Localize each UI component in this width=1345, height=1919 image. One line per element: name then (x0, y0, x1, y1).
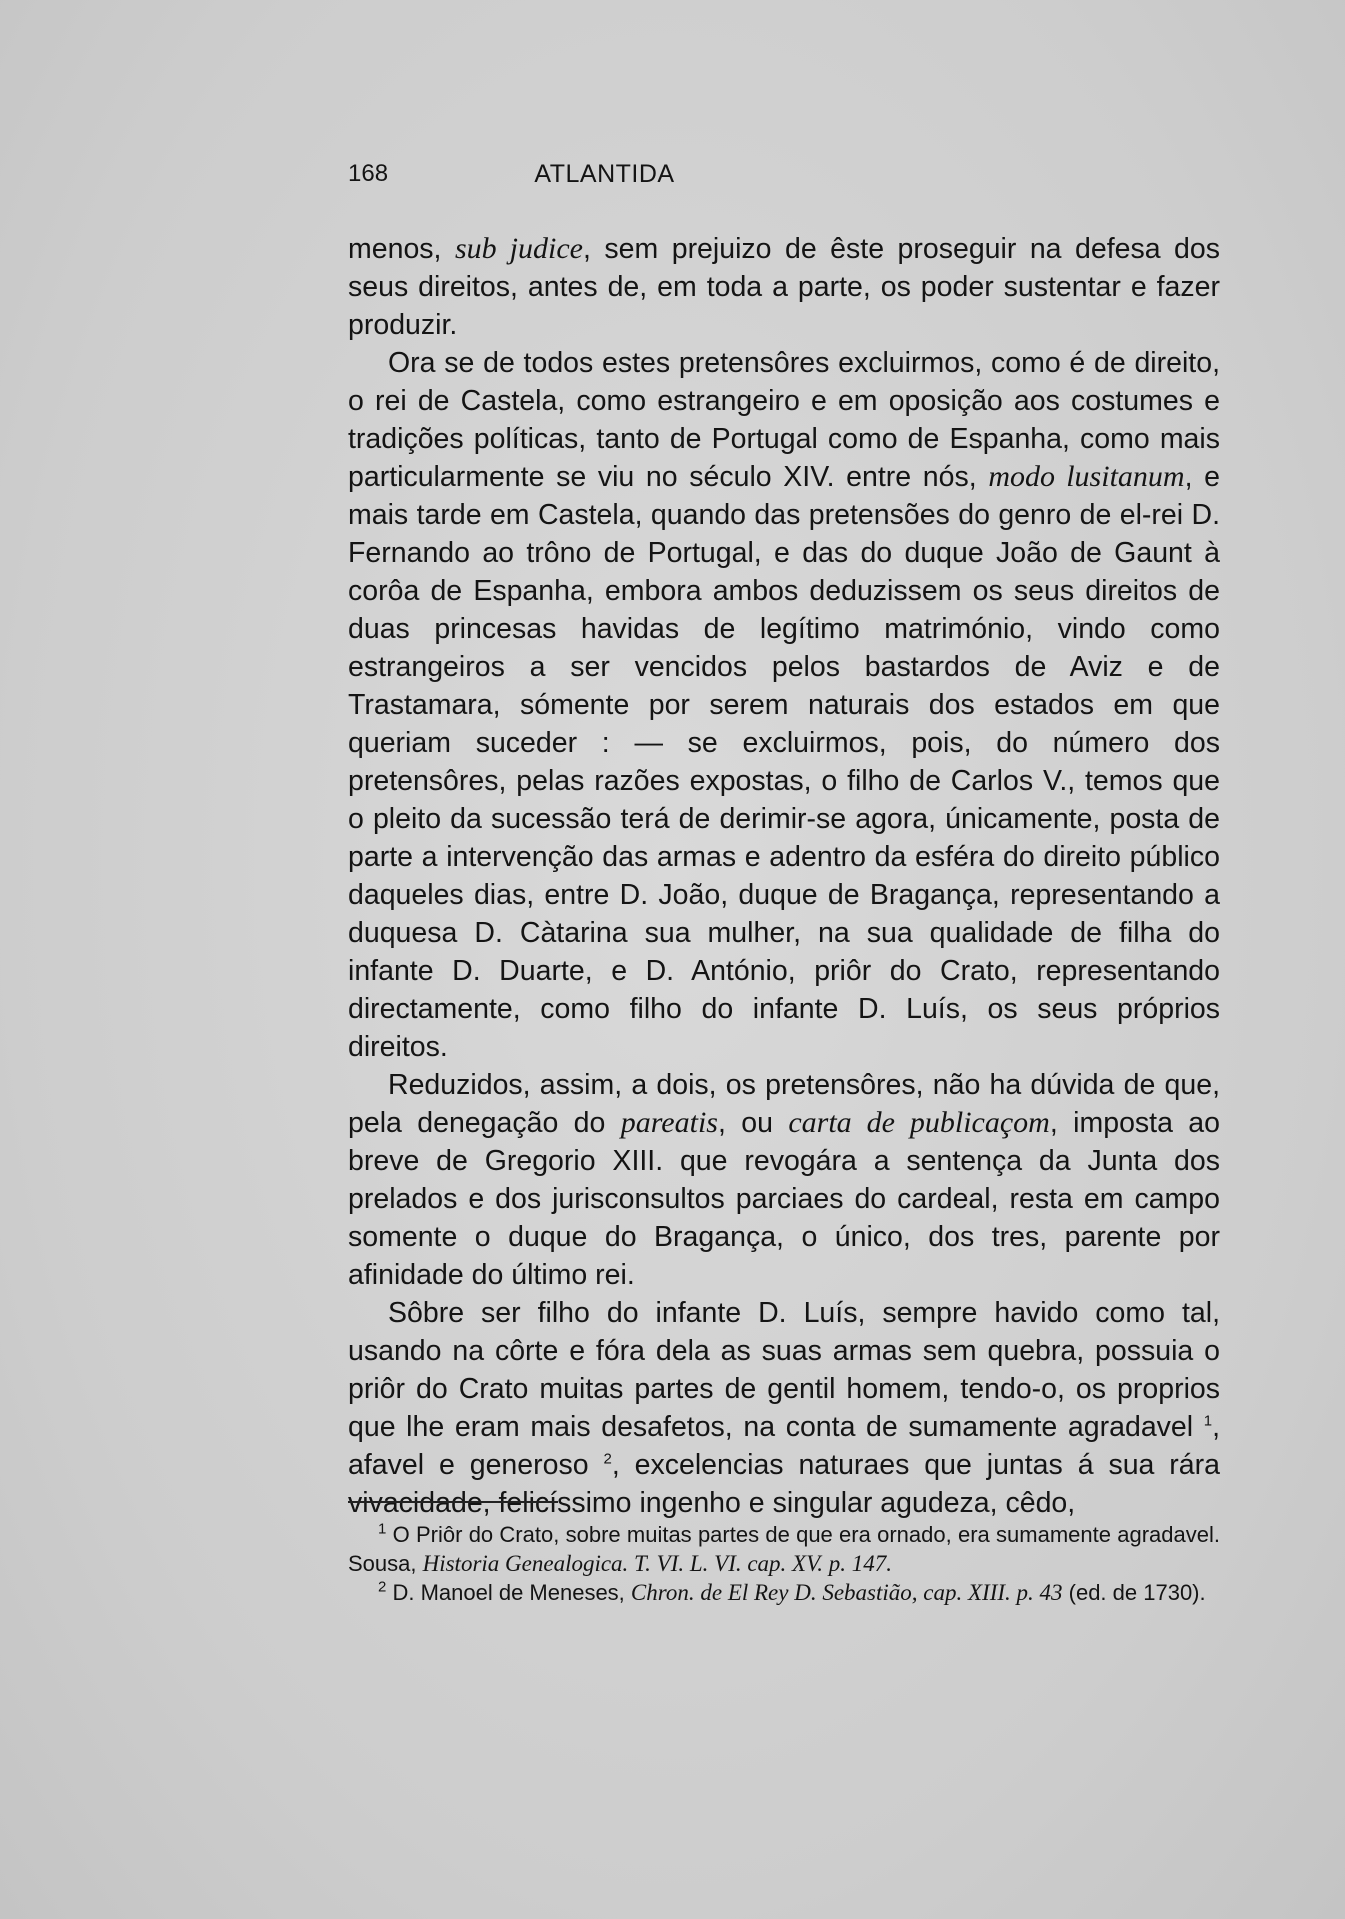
paragraph-1-text-cont: , sem prejuizo de êste proseguir na defesa dos seus direitos, antes de, em toda a parte, os poder sustentar e fazer produzir. (348, 233, 1220, 341)
italic-term: sub judice (454, 232, 583, 265)
footnote-1 (348, 1520, 1220, 1578)
footnote-1-mark: 1 (378, 1520, 387, 1538)
paragraph-2-text-cont: , e mais tarde em Castela, quando das pretensões do genro de el-rei D. Fernando ao trôno de Portugal, e das do duque João de Gaunt à corôa de Espanha, embora ambos deduzissem os seus direitos de duas princesas havidas de legítimo matrimónio, vindo como estrangeiros a ser vencidos pelos bastardos de Aviz e de Trastamara, sómente por serem naturais dos estados em que queriam suceder : — se excluirmos, pois, do número dos pretensôres, pelas razões expostas, o filho de Carlos V., temos que o pleito da sucessão terá de derimir-se agora, únicamente, posta de parte a intervenção das armas e adentro da esféra do direito público daqueles dias, entre D. João, duque de Bragança, representando a duquesa D. Càtarina sua mulher, na sua qualidade de filha do infante D. Duarte, e D. António, priôr do Crato, representando directamente, como filho do infante D. Luís, os seus próprios direitos. (348, 461, 1220, 1063)
paragraph-2-text: Ora se de todos estes pretensôres excluirmos, como é de direito, o rei de Castela, como estrangeiro e em oposição aos costumes e tradições políticas, tanto de Portugal como de Espanha, como mais particularmente se viu no século XIV. entre nós, (348, 347, 1220, 493)
footnote-2 (348, 1578, 1220, 1607)
body-text (348, 230, 1220, 1522)
italic-term: modo lusitanum (988, 460, 1185, 493)
paragraph-1 (348, 230, 1220, 344)
paragraph-2 (348, 344, 1220, 1066)
paragraph-4-text: Sôbre ser filho do infante D. Luís, sempre havido como tal, usando na côrte e fóra dela as suas armas sem quebra, possuia o priôr do Crato muitas partes de gentil homem, tendo-o, os proprios que lhe eram mais desafetos, na conta de sumamente agradavel (348, 1297, 1220, 1443)
footnote-2-citation: Chron. de El Rey D. Sebastião, cap. XIII. p. 43 (630, 1580, 1063, 1605)
footnote-ref-2[interactable]: 2 (603, 1450, 612, 1468)
footnote-2-text: D. Manoel de Meneses, (386, 1580, 631, 1605)
paragraph-3-text-end: , imposta ao breve de Gregorio XIII. que revogára a sentença da Junta dos prelados e dos jurisconsultos parciaes do cardeal, resta em campo somente o duque do Bragança, o único, dos tres, parente por afinidade do último rei. (348, 1107, 1221, 1291)
paragraph-3-text: Reduzidos, assim, a dois, os pretensôres, não ha dúvida de que, pela denegação do (348, 1069, 1220, 1139)
footnote-2-edition: (ed. de 1730). (1062, 1580, 1206, 1605)
footnote-2-mark: 2 (378, 1578, 387, 1596)
paragraph-1-text: menos, (348, 233, 455, 265)
footnote-divider (348, 1501, 558, 1503)
paragraph-4-text-cont: , afavel e generoso (348, 1411, 1220, 1481)
footnote-ref-1[interactable]: 1 (1203, 1412, 1213, 1430)
page-header (348, 160, 861, 194)
page-number: 168 (348, 160, 389, 187)
footnote-1-text: O Priôr do Crato, sobre muitas partes de que era ornado, era sumamente agradavel. Sousa, (348, 1522, 1220, 1576)
paragraph-4 (348, 1294, 1220, 1522)
paragraph-3 (348, 1066, 1220, 1294)
footnote-1-citation: Historia Genealogica. T. VI. L. VI. cap. XV. p. 147. (422, 1551, 892, 1576)
paragraph-3-text-cont: , ou (717, 1107, 789, 1139)
footnotes (348, 1520, 1220, 1607)
italic-term: carta de publicaçom (788, 1106, 1050, 1139)
running-head: ATLANTIDA (534, 160, 675, 188)
paragraph-4-text-end: , excelencias naturaes que juntas á sua rára vivacidade, felicíssimo ingenho e singular agudeza, cêdo, (348, 1449, 1220, 1519)
italic-term: pareatis (620, 1106, 718, 1139)
